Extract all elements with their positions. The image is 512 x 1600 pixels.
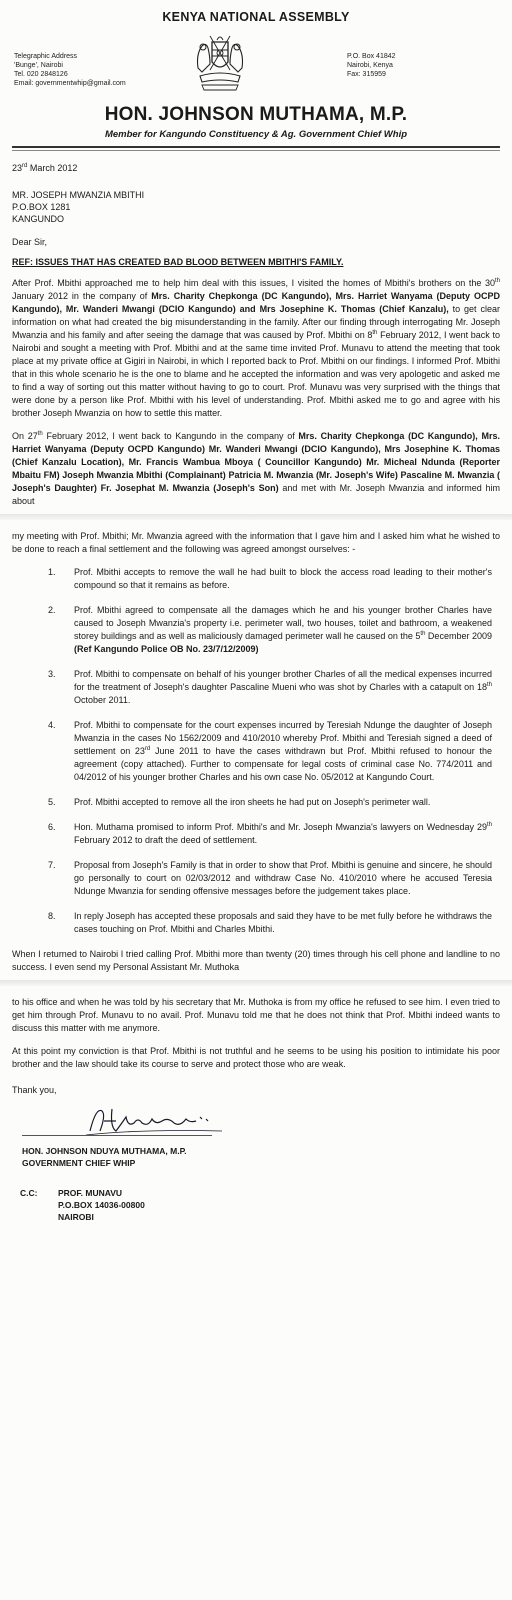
signature-icon <box>82 1101 232 1139</box>
paragraph-3: my meeting with Prof. Mbithi; Mr. Mwanzia agreed with the information that I gave him and I asked him what he wished to be done to reach a final settlement and the following was agreed amongst ourselves: - <box>12 531 500 554</box>
signer-block: HON. JOHNSON NDUYA MUTHAMA, M.P. GOVERNMENT CHIEF WHIP <box>22 1146 187 1168</box>
page-join <box>0 980 512 986</box>
salutation: Dear Sir, <box>12 237 48 247</box>
list-item: 3. Prof. Mbithi to compensate on behalf of his younger brother Charles of all the medical expenses incurred for the treatment of Joseph's daughter Pascaline Mueni who was shot by Charles with a catapult on 18th October 2011. <box>48 669 492 705</box>
mp-name: HON. JOHNSON MUTHAMA, M.P. <box>104 104 408 125</box>
list-item: 7. Proposal from Joseph's Family is that in order to show that Prof. Mbithi is genuine and sincere, he should go personally to court on 02/03/2012 and withdraw Case No. 410/2010 where he accused Teresia Ndunge Mwanzia for sending offensive messages before the judgement takes place. <box>48 860 492 896</box>
list-item: 6. Hon. Muthama promised to inform Prof. Mbithi's and Mr. Joseph Mwanzia's lawyers on Wednesday 29th February 2012 to draft the deed of settlement. <box>48 822 492 845</box>
mp-role: Member for Kangundo Constituency & Ag. Government Chief Whip <box>104 129 408 140</box>
header-rule <box>12 146 500 148</box>
list-item: 2. Prof. Mbithi agreed to compensate all the damages which he and his younger brother Charles have caused to Joseph Mwanzia's property i.e. perimeter wall, two houses, toilet and bathroom, a weakened storey buildings and as well as maliciously damaged perimeter wall he caused on the 5th December 2009 (Ref Kangundo Police OB No. 23/7/12/2009) <box>48 605 492 654</box>
list-item: 5. Prof. Mbithi accepted to remove all the iron sheets he had put on Joseph's perimeter wall. <box>48 797 431 807</box>
closing: Thank you, <box>12 1085 57 1095</box>
agreement-list <box>12 566 500 936</box>
signature-area <box>12 1097 500 1145</box>
cc-block: C.C: PROF. MUNAVU P.O.BOX 14036-00800 NAIROBI <box>20 1188 145 1222</box>
right-address: P.O. Box 41842 Nairobi, Kenya Fax: 315959 <box>347 53 396 78</box>
paragraph-1: After Prof. Mbithi approached me to help him deal with this issues, I visited the homes of Mbithi's brothers on the 30th January 2012 in the company of Mrs. Charity Chepkonga (DC Kangundo), Mrs. Harriet Wanyama (Deputy OCPD Kangundo), Mr. Wanderi Mwangi (DCIO Kangundo) and Mrs Josephine K. Thomas (Chief Kanzalu), to get clear information on what had created the big misunderstanding in the family. After our finding through interrogating Mr. Joseph Mwanzia and his family and after seeing the damage that was caused by Prof. Mbithi on 8th February 2012, I went back to Nairobi and sought a meeting with Prof. Mbithi and at the same time invited Prof. Munavu to attend the meeting that took place at my private office at Gigiri in Nairobi, in which I reported back to Prof. Mbithi on our findings. I informed Prof. Mbithi that in this whole scenario he is the one to blame and he accepted the information and was very apologetic and asked me to find a way of sorting out this matter without having to go to court. Prof. Munavu was very surprised with the things that were done by a person like Prof. Mbithi with his level of understanding. Prof. Mbithi asked me to go and agree with his brother Joseph Mwanzia on how to settle this matter. <box>12 278 500 418</box>
recipient-address: MR. JOSEPH MWANZIA MBITHI P.O.BOX 1281 KANGUNDO <box>12 190 145 224</box>
paragraph-6: At this point my conviction is that Prof. Mbithi is not truthful and he seems to be using his position to intimidate his poor brother and the law should take its course to serve and protect those who are weak. <box>12 1046 500 1069</box>
header-rule-thin <box>12 150 500 151</box>
paragraph-2: On 27th February 2012, I went back to Kangundo in the company of Mrs. Charity Chepkonga (DC Kangundo), Mrs. Harriet Wanyama (Deputy OCPD Kangundo) Mr. Wanderi Mwangi (DCIO Kangundo), Mrs Josephine K. Thomas (Chief Kanzalu Location), Mr. Francis Wambua Mboya ( Councillor Kangundo) Mr. Micheal Ndunda (Reporter Mbaitu FM) Joseph Mwanzia Mbithi (Complainant) Patricia M. Mwanzia (Mr. Joseph's Wife) Pascaline M. Mwanzia ( Joseph's Daughter) Fr. Josephat M. Mwanzia (Joseph's Son) and met with Mr. Joseph Mwanzia and informed him about <box>12 431 500 506</box>
assembly-title: KENYA NATIONAL ASSEMBLY <box>162 10 350 24</box>
list-item: 4. Prof. Mbithi to compensate for the court expenses incurred by Teresiah Ndunge the daughter of Joseph Mwanzia in the cases No 1562/2009 and 410/2010 whereby Prof. Mbithi and Teresiah signed a deed of settlement on 23rd June 2011 to have the cases withdrawn but Prof. Mbithi refused to honour the agreement (copy attached). Further to compensate for legal costs of criminal case No. 774/2011 and 04/2012 of his younger brother Charles and his own case No. 05/2012 at Kangundo Court. <box>48 720 492 782</box>
left-address: Telegraphic Address 'Bunge', Nairobi Tel. 020 2848126 Email: governmentwhip@gmail.com <box>14 53 126 87</box>
paragraph-4: When I returned to Nairobi I tried calling Prof. Mbithi more than twenty (20) times through his cell phone and landline to no success. I even send my Personal Assistant Mr. Muthoka <box>12 949 500 972</box>
list-item: 1. Prof. Mbithi accepts to remove the wall he had built to block the access road leading to their mother's compound so that it remains as before. <box>48 567 492 590</box>
letterhead <box>12 28 500 98</box>
coat-of-arms-icon <box>188 28 252 92</box>
paragraph-5: to his office and when he was told by his secretary that Mr. Muthoka is from my office he refused to see him. I even tried to get him through Prof. Munavu to no avail. Prof. Munavu told me that he does not think that Prof. Mbithi indeed wants to discuss this matter with me anymore. <box>12 997 500 1033</box>
letter-date: 23rd March 2012 <box>12 163 78 173</box>
list-item: 8. In reply Joseph has accepted these proposals and said they have to be met fully before he withdraws the cases touching on Prof. Mbithi and Charles Mbithi. <box>48 911 492 934</box>
page-join <box>0 514 512 520</box>
signature-line <box>22 1135 212 1136</box>
reference-line: REF: ISSUES THAT HAS CREATED BAD BLOOD BETWEEN MBITHI'S FAMILY. <box>12 257 344 267</box>
